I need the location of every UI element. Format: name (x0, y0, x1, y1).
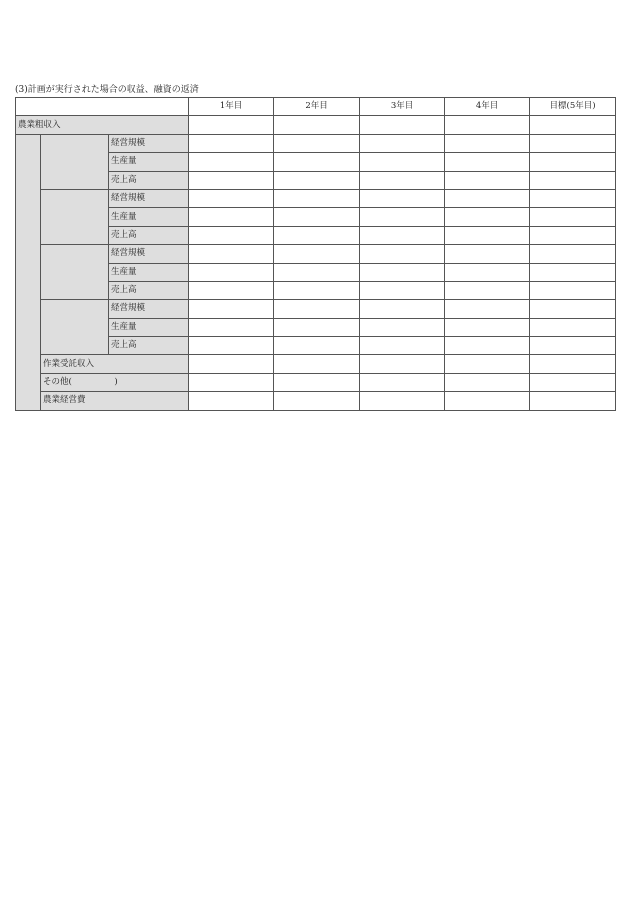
cell[interactable] (360, 263, 445, 281)
cell[interactable] (530, 373, 616, 391)
cell[interactable] (445, 355, 530, 373)
row-label-sales: 売上高 (109, 171, 189, 189)
crop-name-cell[interactable] (41, 134, 109, 189)
cell[interactable] (274, 392, 360, 410)
cell[interactable] (189, 373, 274, 391)
cell[interactable] (274, 281, 360, 299)
document-title: (3)計画が実行された場合の収益、融資の返済 (15, 85, 199, 95)
cell[interactable] (530, 208, 616, 226)
row-label-gross-income: 農業粗収入 (16, 116, 189, 134)
crop-name-cell[interactable] (41, 300, 109, 355)
row-label-production: 生産量 (109, 318, 189, 336)
cell[interactable] (189, 300, 274, 318)
header-blank (16, 98, 189, 116)
cell[interactable] (530, 226, 616, 244)
cell[interactable] (530, 355, 616, 373)
cell[interactable] (189, 134, 274, 152)
cell[interactable] (530, 153, 616, 171)
cell[interactable] (360, 134, 445, 152)
cell[interactable] (189, 208, 274, 226)
crop-name-cell[interactable] (41, 245, 109, 300)
header-row (16, 98, 616, 116)
crop-name-cell[interactable] (41, 189, 109, 244)
cell[interactable] (360, 171, 445, 189)
cell[interactable] (445, 245, 530, 263)
cell[interactable] (189, 337, 274, 355)
cell[interactable] (274, 171, 360, 189)
cell[interactable] (274, 337, 360, 355)
cell[interactable] (189, 318, 274, 336)
cell[interactable] (274, 300, 360, 318)
income-repayment-table (15, 97, 616, 411)
cell[interactable] (189, 281, 274, 299)
cell[interactable] (530, 337, 616, 355)
row-label-scale: 経営規模 (109, 189, 189, 207)
cell[interactable] (274, 116, 360, 134)
cell[interactable] (274, 245, 360, 263)
cell[interactable] (360, 337, 445, 355)
header-year4: 4年目 (445, 98, 530, 116)
row-label-production: 生産量 (109, 208, 189, 226)
cell[interactable] (530, 300, 616, 318)
cell[interactable] (360, 392, 445, 410)
cell[interactable] (360, 226, 445, 244)
cell[interactable] (445, 373, 530, 391)
cell[interactable] (445, 153, 530, 171)
cell[interactable] (274, 318, 360, 336)
row-label-sales: 売上高 (109, 337, 189, 355)
row-label-production: 生産量 (109, 153, 189, 171)
cell[interactable] (445, 226, 530, 244)
cell[interactable] (360, 153, 445, 171)
cell[interactable] (274, 153, 360, 171)
cell[interactable] (274, 373, 360, 391)
cell[interactable] (189, 171, 274, 189)
cell[interactable] (445, 337, 530, 355)
cell[interactable] (445, 189, 530, 207)
cell[interactable] (360, 245, 445, 263)
header-year1: 1年目 (189, 98, 274, 116)
cell[interactable] (189, 153, 274, 171)
header-target: 目標(5年目) (530, 98, 616, 116)
cell[interactable] (189, 355, 274, 373)
cell[interactable] (445, 263, 530, 281)
cell[interactable] (360, 281, 445, 299)
header-year2: 2年目 (274, 98, 360, 116)
cell[interactable] (360, 300, 445, 318)
cell[interactable] (530, 116, 616, 134)
indent-gross-income (16, 134, 41, 410)
cell[interactable] (274, 134, 360, 152)
cell[interactable] (189, 189, 274, 207)
row-label-sales: 売上高 (109, 281, 189, 299)
row-label-scale: 経営規模 (109, 245, 189, 263)
cell[interactable] (360, 208, 445, 226)
cell[interactable] (530, 318, 616, 336)
header-year3: 3年目 (360, 98, 445, 116)
cell[interactable] (274, 208, 360, 226)
cell[interactable] (530, 392, 616, 410)
cell[interactable] (445, 300, 530, 318)
cell[interactable] (445, 281, 530, 299)
cell[interactable] (274, 226, 360, 244)
cell[interactable] (530, 189, 616, 207)
cell[interactable] (274, 355, 360, 373)
row-label-scale: 経営規模 (109, 300, 189, 318)
row-label-scale: 経営規模 (109, 134, 189, 152)
cell[interactable] (360, 116, 445, 134)
row-label-production: 生産量 (109, 263, 189, 281)
cell[interactable] (445, 392, 530, 410)
cell[interactable] (189, 392, 274, 410)
cell[interactable] (445, 208, 530, 226)
row-label-other-income: その他( ) (41, 373, 189, 391)
row-label-sales: 売上高 (109, 226, 189, 244)
cell[interactable] (530, 134, 616, 152)
cell[interactable] (530, 171, 616, 189)
cell[interactable] (530, 281, 616, 299)
cell[interactable] (360, 318, 445, 336)
cell[interactable] (274, 263, 360, 281)
cell[interactable] (189, 116, 274, 134)
cell[interactable] (445, 134, 530, 152)
row-label-expenses: 農業経営費 (41, 392, 189, 410)
cell[interactable] (189, 226, 274, 244)
cell[interactable] (445, 171, 530, 189)
cell[interactable] (530, 245, 616, 263)
cell[interactable] (360, 189, 445, 207)
cell[interactable] (274, 189, 360, 207)
cell[interactable] (189, 263, 274, 281)
cell[interactable] (530, 263, 616, 281)
cell[interactable] (360, 355, 445, 373)
cell[interactable] (445, 318, 530, 336)
row-label-contract-income: 作業受託収入 (41, 355, 189, 373)
cell[interactable] (445, 116, 530, 134)
cell[interactable] (360, 373, 445, 391)
cell[interactable] (189, 245, 274, 263)
